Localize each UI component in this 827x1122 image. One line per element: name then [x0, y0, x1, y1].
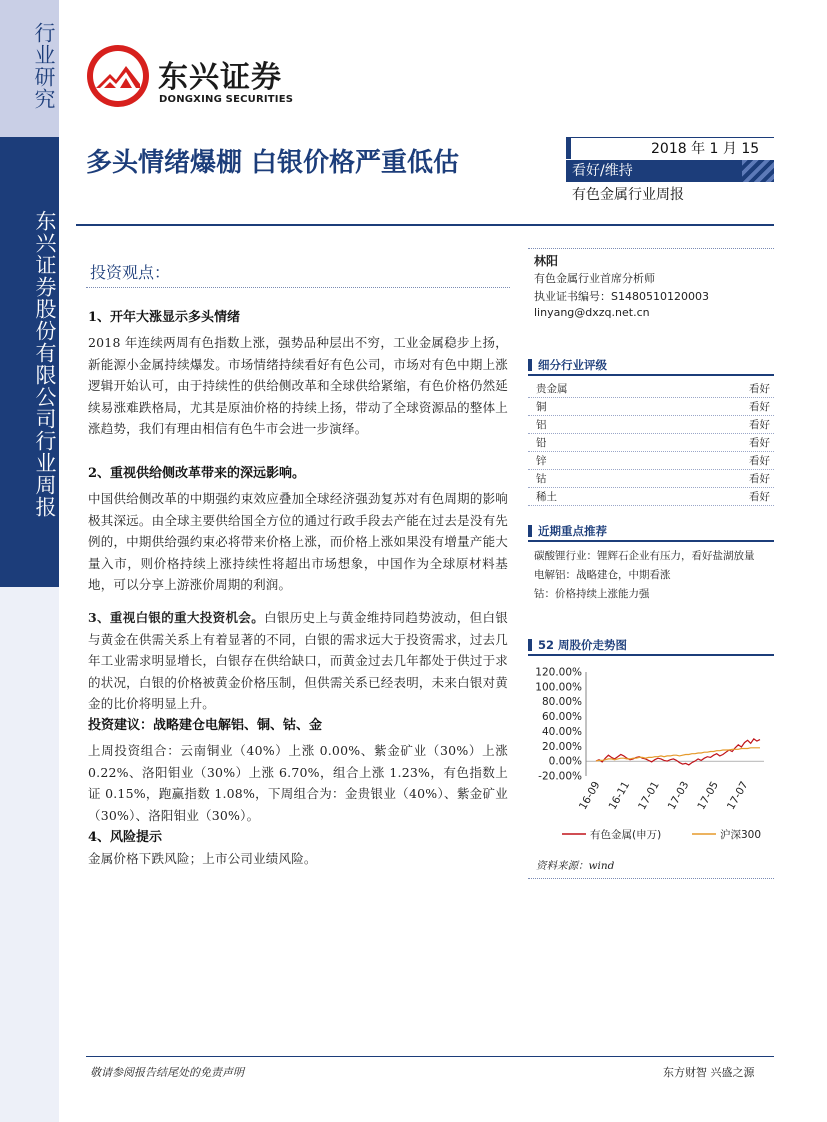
- recommend-item: 钴：价格持续上涨能力强: [534, 588, 650, 600]
- recommend-item: 电解铝：战略建仓，中期看涨: [534, 569, 671, 581]
- section-3-paragraph: [88, 607, 508, 715]
- rating-name: 铜: [536, 401, 547, 413]
- legend-label: 沪深300: [720, 829, 762, 841]
- rating-row: [528, 398, 774, 416]
- x-tick-label: 16-09: [576, 779, 603, 812]
- industry-rating: 看好/维持: [572, 163, 633, 179]
- right-column-divider: [528, 878, 774, 879]
- recommend-heading: 近期重点推荐: [528, 522, 774, 542]
- section-2-text: 中国供给侧改革的中期强约束效应叠加全球经济强劲复苏对有色周期的影响极其深远。由全球主要供给国全方位的通过行政手段去产能在过去是没有先例的，中期供给强约束必将带来价格上涨，而价格上涨如果没有增量产能大量入市，则价格持续上涨持续性将超出市场想象，中国作为全球原材料基地，可以分享上游涨价周期的利润。: [88, 491, 508, 592]
- title-divider: [76, 224, 774, 226]
- investment-view-heading: 投资观点：: [90, 263, 171, 282]
- y-tick-label: 0.00%: [548, 755, 582, 768]
- x-tick-label: 17-07: [724, 779, 751, 812]
- left-band-rest: [0, 587, 59, 1122]
- y-tick-label: 40.00%: [541, 725, 582, 738]
- rating-name: 铅: [536, 437, 547, 449]
- dongxing-logo-icon: [86, 44, 150, 108]
- rating-value: 看好: [749, 455, 770, 467]
- rating-name: 钴: [536, 473, 547, 485]
- rating-name: 锌: [536, 455, 547, 467]
- section-2-heading: 2、重视供给侧改革带来的深远影响。: [88, 466, 306, 481]
- recommend-item: 碳酸锂行业：锂辉石企业有压力，看好盐湖放量: [534, 550, 755, 562]
- analyst-title: 有色金属行业首席分析师: [534, 272, 655, 285]
- disclaimer-note: 敬请参阅报告结尾处的免责声明: [90, 1066, 244, 1079]
- analyst-name: 林阳: [534, 254, 559, 268]
- section-3-text: 白银历史上与黄金维持同趋势波动，但白银与黄金在供需关系上有着显著的不同，白银的需求远大于投资需求，过去几年工业需求明显增长，白银存在供给缺口，而黄金过去几年都处于供过于求的状况，白银的价格被黄金价格压制，但供需关系已经表明，未来白银对黄金的比价将明显上升。: [88, 610, 509, 711]
- company-report-label: 东兴证券股份有限公司行业周报: [33, 210, 57, 518]
- section-1-heading: 1、开年大涨显示多头情绪: [88, 310, 241, 325]
- rating-name: 稀土: [536, 491, 557, 503]
- analyst-divider: [528, 248, 774, 249]
- y-tick-label: 80.00%: [541, 696, 582, 709]
- report-type: 有色金属行业周报: [572, 187, 684, 203]
- investment-advice-text: 上周投资组合：云南铜业（40%）上涨 0.00%、紫金矿业（30%）上涨 0.22%、洛阳钼业（30%）上涨 6.70%，组合上涨 1.23%，有色指数上证 0.15%，跑赢指数 1.08%，下周组合为：金贵银业（40%）、紫金矿业（30%）、洛阳钼业（30%）。: [88, 743, 508, 823]
- x-tick-label: 17-03: [665, 779, 692, 812]
- section-4-text: 金属价格下跌风险；上市公司业绩风险。: [88, 851, 317, 866]
- y-tick-label: 60.00%: [541, 711, 582, 724]
- rating-row: [528, 434, 774, 452]
- rating-value: 看好: [749, 473, 770, 485]
- investment-advice-heading: 投资建议：战略建仓电解铝、铜、钴、金: [88, 718, 323, 733]
- industry-rating-bar: [566, 160, 774, 182]
- rating-value: 看好: [749, 437, 770, 449]
- sub-ratings-heading: 细分行业评级: [528, 356, 774, 376]
- footer-divider: [86, 1056, 774, 1057]
- section-1-text: 2018 年连续两周有色指数上涨，强势品种层出不穷，工业金属稳步上扬，新能源小金属持续爆发。市场情绪持续看好有色公司，市场对有色中期上涨逻辑开始认可，由于持续性的供给侧改革和全球供给紧缩，有色价格仍然延续易涨难跌格局，尤其是原油价格的持续上扬，带动了全球资源品的整体上涨趋势，我们有理由相信有色牛市会进一步演绎。: [88, 335, 508, 436]
- analyst-cert: 执业证书编号：S1480510120003: [534, 290, 709, 303]
- x-tick-label: 17-05: [695, 779, 721, 812]
- rating-value: 看好: [749, 491, 770, 503]
- investment-view-divider: [86, 287, 510, 288]
- report-category-label: 行业研究: [32, 22, 56, 110]
- analyst-email[interactable]: linyang@dxzq.net.cn: [534, 306, 650, 319]
- rating-row: [528, 470, 774, 488]
- y-tick-label: -20.00%: [538, 770, 582, 783]
- rating-row: [528, 488, 774, 506]
- legend-label: 有色金属(申万): [590, 829, 662, 841]
- brand-name-en: DONGXING SECURITIES: [159, 94, 294, 105]
- rating-value: 看好: [749, 383, 770, 395]
- y-tick-label: 20.00%: [541, 740, 582, 753]
- rating-row: [528, 452, 774, 470]
- rating-row: [528, 416, 774, 434]
- brand-name-cn: 东兴证券: [158, 60, 282, 95]
- report-date: 2018 年 1 月 15: [566, 137, 774, 159]
- x-tick-label: 17-01: [636, 779, 662, 812]
- section-3-lead: 3、重视白银的重大投资机会。: [88, 610, 265, 625]
- data-source: 资料来源：wind: [536, 860, 615, 872]
- report-title: 多头情绪爆棚 白银价格严重低估: [86, 148, 460, 178]
- stock-price-chart: [528, 662, 774, 852]
- y-tick-label: 120.00%: [535, 666, 582, 679]
- rating-name: 铝: [536, 419, 547, 431]
- y-tick-label: 100.00%: [535, 681, 582, 694]
- chart-title: 52 周股价走势图: [528, 636, 774, 656]
- rating-row: [528, 380, 774, 398]
- rating-name: 贵金属: [536, 383, 568, 395]
- company-slogan: 东方财智 兴盛之源: [663, 1066, 755, 1079]
- rating-value: 看好: [749, 419, 770, 431]
- rating-value: 看好: [749, 401, 770, 413]
- rating-stripes-decoration: [742, 160, 774, 182]
- x-tick-label: 16-11: [606, 779, 633, 812]
- section-4-heading: 4、风险提示: [88, 830, 163, 845]
